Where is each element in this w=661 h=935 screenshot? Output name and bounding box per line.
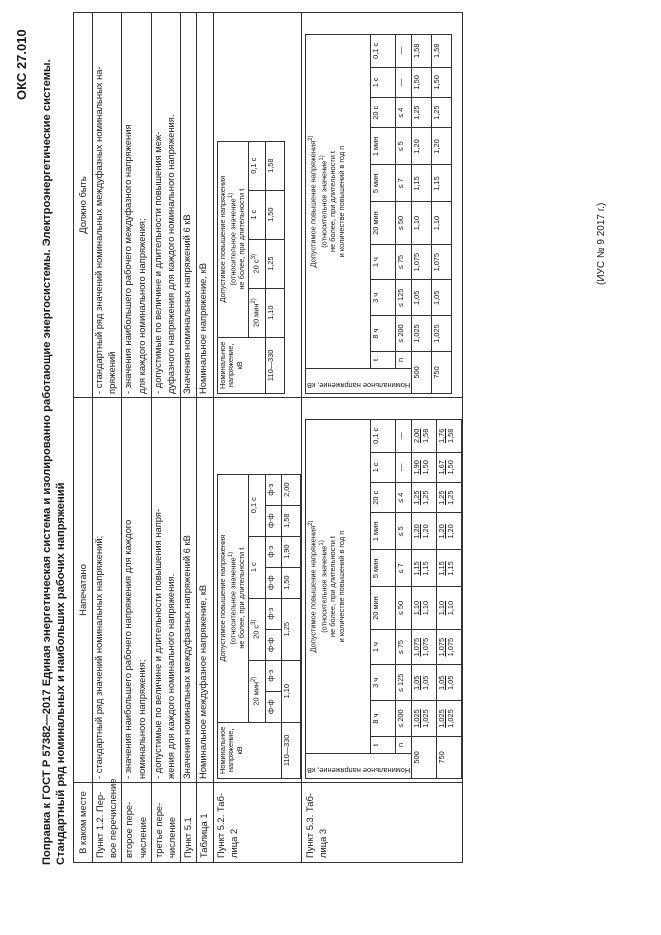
value-cell: 1,50 bbox=[265, 190, 284, 239]
count-cell: ≤ 7 bbox=[396, 550, 412, 587]
duration-sup: 3) bbox=[250, 619, 257, 625]
value-cell: 1,10 bbox=[432, 202, 452, 244]
nominal-value: 750 bbox=[432, 351, 452, 393]
should-cell bbox=[197, 13, 213, 398]
value-top: 1,05 bbox=[412, 675, 422, 691]
place-line: вое перечисление bbox=[107, 778, 119, 858]
table3-printed bbox=[305, 419, 462, 779]
caption-sup: 2) bbox=[307, 520, 314, 526]
phase-label: ф-з bbox=[265, 536, 281, 567]
value-cell bbox=[412, 665, 437, 701]
value-cell: 1,25 bbox=[265, 239, 284, 288]
count-cell: — bbox=[396, 35, 412, 68]
nominal-label-line: напряжение, bbox=[226, 728, 236, 773]
table3-data-row bbox=[412, 420, 437, 779]
nominal-label-rotated: Номинальное напряжение, кВ bbox=[306, 381, 411, 390]
nominal-value: 110—330 bbox=[281, 722, 300, 778]
correction-row bbox=[93, 13, 122, 863]
caption-line: не более, при длительности t bbox=[237, 547, 247, 649]
n-label: n bbox=[396, 736, 412, 753]
printed-cell bbox=[151, 398, 180, 783]
value-cell: 1,075 bbox=[412, 244, 432, 280]
value-cell: 1,10 bbox=[281, 660, 300, 722]
value-cell: 1,50 bbox=[281, 567, 300, 598]
nominal-voltage-label bbox=[305, 369, 411, 394]
duration-cell: 1 ч bbox=[371, 629, 396, 665]
duration-cell: 20 мин$^{2)}$ bbox=[248, 660, 265, 722]
phase-label: ф-з bbox=[265, 598, 281, 629]
nominal-value: 500 bbox=[412, 736, 437, 778]
value-cell: 1,50 bbox=[412, 67, 432, 97]
value-cell bbox=[437, 452, 462, 482]
caption-sup: 1) bbox=[318, 540, 325, 546]
t-label: t bbox=[371, 351, 396, 368]
count-cell: — bbox=[396, 67, 412, 97]
printed-cell bbox=[93, 398, 122, 783]
table2-data-row bbox=[281, 474, 300, 778]
count-cell: ≤ 4 bbox=[396, 98, 412, 128]
table2-should bbox=[217, 141, 285, 394]
value-cell bbox=[437, 513, 462, 550]
header-place: В каком месте bbox=[74, 783, 93, 863]
value-bottom: 1,10 bbox=[445, 600, 455, 616]
value-cell: 2,00 bbox=[281, 474, 300, 505]
t-label: t bbox=[371, 736, 396, 753]
value-cell bbox=[412, 587, 437, 629]
value-cell bbox=[437, 701, 462, 737]
should-cell bbox=[301, 13, 462, 398]
value-top: 1,15 bbox=[437, 561, 447, 576]
printed-line: - стандартный ряд значений номинальных напряжений; bbox=[93, 535, 104, 779]
place-line: Пункт 5.2. Таб- bbox=[214, 793, 226, 858]
caption-line: (относительное значение$^{1)}$ bbox=[318, 155, 329, 248]
should-line: - допустимые по величине и длительности повышения меж- bbox=[151, 131, 163, 394]
value-top: 1,025 bbox=[412, 709, 422, 728]
printed-line: номинального напряжения; bbox=[135, 659, 147, 779]
table2-row bbox=[213, 13, 301, 863]
phase-label: ф-з bbox=[265, 660, 281, 691]
caption-line: не более, при длительности t bbox=[328, 151, 337, 252]
value-cell: 1,58 bbox=[432, 35, 452, 68]
should-cell bbox=[213, 13, 301, 398]
value-cell: 1,025 bbox=[432, 316, 452, 352]
value-cell: 1,075 bbox=[432, 244, 452, 280]
table2-caption bbox=[217, 474, 248, 722]
value-cell bbox=[437, 420, 462, 453]
should-cell bbox=[122, 13, 151, 398]
should-line: - значения наибольшего рабочего междуфазного напряжения bbox=[122, 124, 134, 394]
caption-line: (относительное значение$^{1)}$ bbox=[228, 192, 238, 286]
n-label: n bbox=[396, 351, 412, 368]
nominal-label-line: кВ bbox=[234, 361, 244, 370]
value-top: 1,90 bbox=[412, 460, 422, 475]
duration-cell: 1 с bbox=[371, 67, 396, 97]
place-line: лица 2 bbox=[227, 828, 239, 858]
value-bottom: 1,58 bbox=[420, 428, 430, 443]
place-cell bbox=[213, 783, 301, 863]
value-bottom: 1,15 bbox=[445, 561, 455, 576]
table3-duration-row bbox=[371, 420, 396, 779]
printed-cell bbox=[122, 398, 151, 783]
should-cell bbox=[181, 13, 197, 398]
duration-cell: 0,1 с bbox=[371, 420, 396, 453]
should-line: дуфазного напряжения для каждого номинального напряжения. bbox=[165, 114, 177, 394]
duration-cell: 0,1 с bbox=[248, 141, 265, 190]
value-top: 1,075 bbox=[437, 637, 447, 657]
caption-line: (относительное значение$^{1)}$ bbox=[318, 540, 329, 633]
duration-cell: 1 с bbox=[248, 190, 265, 239]
table3-should bbox=[305, 34, 452, 394]
count-cell: ≤ 7 bbox=[396, 165, 412, 202]
place-cell bbox=[197, 783, 213, 863]
caption-sup: 2) bbox=[307, 135, 314, 141]
value-bottom: 1,20 bbox=[445, 524, 455, 539]
value-cell: 1,15 bbox=[432, 165, 452, 202]
value-bottom: 1,15 bbox=[420, 561, 430, 576]
nominal-value: 110—330 bbox=[265, 337, 284, 393]
value-cell: 1,20 bbox=[412, 128, 432, 165]
duration-cell: 1 с bbox=[371, 452, 396, 482]
value-top: 1,20 bbox=[412, 524, 422, 539]
duration-cell: 20 с bbox=[371, 483, 396, 513]
printed-line: Значения номинальных междуфазных напряжений 6 кВ bbox=[181, 535, 193, 779]
value-top: 1,76 bbox=[437, 428, 447, 443]
should-cell bbox=[151, 13, 180, 398]
duration-cell: 8 ч bbox=[371, 701, 396, 737]
printed-line: - значения наибольшего рабочего напряжения для каждого bbox=[122, 519, 134, 779]
nominal-voltage-label bbox=[217, 337, 265, 393]
value-cell: 1,50 bbox=[432, 67, 452, 97]
table3-head-row bbox=[305, 35, 370, 394]
value-top: 1,10 bbox=[412, 600, 422, 616]
nominal-voltage-label bbox=[217, 722, 281, 778]
duration-cell: 1 мин bbox=[371, 128, 396, 165]
table2-head-row bbox=[217, 141, 248, 393]
caption-line: Допустимое повышение напряжения$^{2)}$ bbox=[307, 135, 318, 268]
should-line: Номинальное напряжение, кВ bbox=[197, 263, 209, 394]
value-cell bbox=[412, 452, 437, 482]
duration-cell: 20 $с^{3)}$ bbox=[248, 598, 265, 660]
place-line: второе пере- bbox=[123, 801, 135, 858]
duration-cell: 0,1 с bbox=[248, 474, 265, 536]
caption-sup: 1) bbox=[228, 551, 235, 558]
value-top: 2,00 bbox=[412, 428, 422, 443]
count-cell: — bbox=[396, 452, 412, 482]
value-top: 1,15 bbox=[412, 561, 422, 576]
caption-line: и количестве повышений в год n bbox=[336, 145, 346, 258]
count-cell: ≤ 200 bbox=[396, 316, 412, 352]
count-cell: ≤ 50 bbox=[396, 202, 412, 244]
caption-sup: 1) bbox=[318, 155, 325, 161]
duration-sup: 3) bbox=[250, 254, 257, 260]
value-bottom: 1,025 bbox=[445, 709, 455, 728]
table3-caption bbox=[305, 420, 370, 754]
value-bottom: 1,075 bbox=[445, 637, 455, 657]
value-bottom: 1,25 bbox=[420, 490, 430, 505]
table3-duration-row bbox=[371, 35, 396, 394]
should-line: пряжений bbox=[106, 351, 118, 394]
caption-line: Допустимое повышение напряжения$^{2)}$ bbox=[307, 520, 318, 653]
nominal-label-line: Номинальное bbox=[217, 341, 227, 389]
count-cell: ≤ 75 bbox=[396, 244, 412, 280]
duration-cell: 3 ч bbox=[371, 665, 396, 701]
printed-cell bbox=[181, 398, 197, 783]
value-cell: 1,05 bbox=[412, 280, 432, 316]
nominal-voltage-label bbox=[305, 754, 411, 779]
table2-printed bbox=[217, 474, 301, 779]
value-cell: 1,25 bbox=[432, 98, 452, 128]
place-cell bbox=[122, 783, 151, 863]
caption-line: не более, при длительности t bbox=[328, 536, 337, 637]
duration-cell: 8 ч bbox=[371, 316, 396, 352]
nominal-value: 500 bbox=[412, 351, 432, 393]
value-cell: 1,58 bbox=[265, 141, 284, 190]
place-line: Пункт 1.2. Пер- bbox=[94, 791, 105, 858]
value-top: 1,20 bbox=[437, 524, 447, 539]
nominal-label-line: напряжение, bbox=[226, 343, 236, 388]
value-cell bbox=[412, 483, 437, 513]
correction-row bbox=[122, 13, 151, 863]
duration-cell: 20 мин bbox=[371, 202, 396, 244]
value-bottom: 1,50 bbox=[420, 460, 430, 475]
document-title: Поправка к ГОСТ Р 57382—2017 Единая энергетическая система и изолированно работающие энергосистемы. Электроэнергетические системы. Стандартный ряд номинальных и наибольших рабочих напряжений bbox=[41, 59, 67, 865]
place-line: третье пере- bbox=[152, 802, 164, 858]
place-cell bbox=[181, 783, 197, 863]
printed-cell bbox=[197, 398, 213, 783]
duration-cell: 20 мин$^{2)}$ bbox=[248, 288, 265, 337]
value-bottom: 1,20 bbox=[420, 524, 430, 539]
value-top: 1,075 bbox=[412, 637, 422, 657]
duration-sup: 2) bbox=[250, 298, 257, 304]
should-line: Значения номинальных напряжений 6 кВ bbox=[181, 214, 193, 394]
value-cell: 1,25 bbox=[412, 98, 432, 128]
value-cell bbox=[437, 587, 462, 629]
value-top: 1,25 bbox=[437, 490, 447, 505]
duration-cell: 1 ч bbox=[371, 244, 396, 280]
place-cell bbox=[93, 778, 122, 863]
should-cell bbox=[93, 13, 122, 398]
count-cell: ≤ 5 bbox=[396, 128, 412, 165]
count-cell: ≤ 200 bbox=[396, 701, 412, 737]
nominal-label-rotated: Номинальное напряжение, кВ bbox=[306, 766, 411, 775]
table3-caption bbox=[305, 35, 370, 369]
duration-cell: 20 $с^{3)}$ bbox=[248, 239, 265, 288]
caption-line: Допустимое повышение напряжения bbox=[217, 175, 227, 303]
table3-head-row bbox=[305, 420, 370, 779]
value-bottom: 1,50 bbox=[445, 460, 455, 475]
duration-cell: 1 с bbox=[248, 536, 265, 598]
printed-line: - допустимые по величине и длительности повышения напря- bbox=[151, 508, 163, 779]
caption-line: и количестве повышений в год n bbox=[336, 530, 346, 643]
duration-cell: 3 ч bbox=[371, 280, 396, 316]
value-cell bbox=[437, 629, 462, 665]
duration-sup: 2) bbox=[250, 676, 257, 683]
value-cell bbox=[437, 665, 462, 701]
value-bottom: 1,58 bbox=[445, 428, 455, 443]
value-cell: 1,05 bbox=[432, 280, 452, 316]
table2-data-row bbox=[265, 141, 284, 393]
table3-row bbox=[301, 13, 462, 863]
caption-line: не более, при длительности t bbox=[237, 188, 247, 290]
count-cell: ≤ 125 bbox=[396, 280, 412, 316]
value-cell: 1,10 bbox=[412, 202, 432, 244]
value-top: 1,025 bbox=[437, 709, 447, 728]
phase-label: ф-ф bbox=[265, 629, 281, 660]
value-cell bbox=[412, 701, 437, 737]
caption-line: (относительное значение$^{1)}$ bbox=[228, 551, 238, 645]
value-cell bbox=[412, 420, 437, 453]
value-cell bbox=[412, 629, 437, 665]
table3-data-row bbox=[412, 35, 432, 394]
duration-cell: 5 мин bbox=[371, 165, 396, 202]
value-cell bbox=[412, 550, 437, 587]
count-cell: — bbox=[396, 420, 412, 453]
table2-caption bbox=[217, 141, 248, 337]
value-top: 1,05 bbox=[437, 675, 447, 691]
table3-count-row bbox=[396, 35, 412, 394]
phase-label: ф-ф bbox=[265, 691, 281, 722]
value-bottom: 1,075 bbox=[420, 637, 430, 657]
correction-row bbox=[181, 13, 197, 863]
duration-cell: 0,1 с bbox=[371, 35, 396, 68]
place-line: лица 3 bbox=[317, 828, 329, 858]
count-cell: ≤ 5 bbox=[396, 513, 412, 550]
caption-line: Допустимое повышение напряжения bbox=[217, 534, 227, 662]
value-bottom: 1,025 bbox=[420, 709, 430, 728]
footer-note: (ИУС № 9 2017 г.) bbox=[596, 202, 607, 285]
okc-code: ОКС 27.010 bbox=[14, 29, 29, 100]
header-should: Должно быть bbox=[74, 13, 93, 398]
value-top: 1,67 bbox=[437, 460, 447, 475]
place-line: числение bbox=[166, 816, 178, 858]
correction-row bbox=[197, 13, 213, 863]
value-cell: 1,10 bbox=[265, 288, 284, 337]
phase-label: ф-ф bbox=[265, 505, 281, 536]
value-top: 1,10 bbox=[437, 600, 447, 616]
value-cell bbox=[437, 483, 462, 513]
place-cell bbox=[151, 783, 180, 863]
value-cell: 1,58 bbox=[412, 35, 432, 68]
place-line: числение bbox=[136, 816, 148, 858]
header-row bbox=[74, 13, 93, 863]
nominal-value: 750 bbox=[437, 736, 462, 778]
value-top: 1,25 bbox=[412, 490, 422, 505]
place-line: Пункт 5.1 bbox=[182, 817, 194, 858]
duration-cell: 20 мин bbox=[371, 587, 396, 629]
printed-cell bbox=[301, 398, 462, 783]
table3-data-row bbox=[437, 420, 462, 779]
value-cell bbox=[437, 550, 462, 587]
correction-table bbox=[73, 12, 463, 863]
table2-head-row bbox=[217, 474, 248, 778]
value-cell: 1,25 bbox=[281, 598, 300, 660]
count-cell: ≤ 4 bbox=[396, 483, 412, 513]
printed-line: жения для каждого номинального напряжения. bbox=[165, 573, 177, 779]
place-line: Пункт 5.3. Таб- bbox=[303, 793, 315, 858]
phase-label: ф-ф bbox=[265, 567, 281, 598]
value-bottom: 1,05 bbox=[445, 675, 455, 691]
value-cell bbox=[412, 513, 437, 550]
should-line: - стандартный ряд значений номинальных междуфазных номинальных на- bbox=[93, 66, 104, 394]
value-cell: 1,90 bbox=[281, 536, 300, 567]
value-bottom: 1,25 bbox=[445, 490, 455, 505]
table3-data-row bbox=[432, 35, 452, 394]
count-cell: ≤ 75 bbox=[396, 629, 412, 665]
count-cell: ≤ 50 bbox=[396, 587, 412, 629]
duration-cell: 5 мин bbox=[371, 550, 396, 587]
nominal-label-line: кВ bbox=[234, 746, 244, 755]
header-printed: Напечатано bbox=[74, 398, 93, 783]
duration-cell: 20 с bbox=[371, 98, 396, 128]
count-cell: ≤ 125 bbox=[396, 665, 412, 701]
printed-cell bbox=[213, 398, 301, 783]
should-line: для каждого номинального напряжения; bbox=[135, 218, 147, 394]
table3-count-row bbox=[396, 420, 412, 779]
nominal-label-line: Номинальное bbox=[217, 726, 227, 774]
duration-cell: 1 мин bbox=[371, 513, 396, 550]
caption-sup: 1) bbox=[228, 192, 235, 199]
place-line: Таблица 1 bbox=[198, 813, 210, 858]
printed-line: Номинальное междуфазное напряжение, кВ bbox=[197, 584, 209, 779]
value-cell: 1,15 bbox=[412, 165, 432, 202]
value-cell: 1,025 bbox=[412, 316, 432, 352]
correction-row bbox=[151, 13, 180, 863]
value-bottom: 1,10 bbox=[420, 600, 430, 616]
value-cell: 1,20 bbox=[432, 128, 452, 165]
value-bottom: 1,05 bbox=[420, 675, 430, 691]
value-cell: 1,58 bbox=[281, 505, 300, 536]
place-cell bbox=[301, 783, 462, 863]
phase-label: ф-з bbox=[265, 474, 281, 505]
